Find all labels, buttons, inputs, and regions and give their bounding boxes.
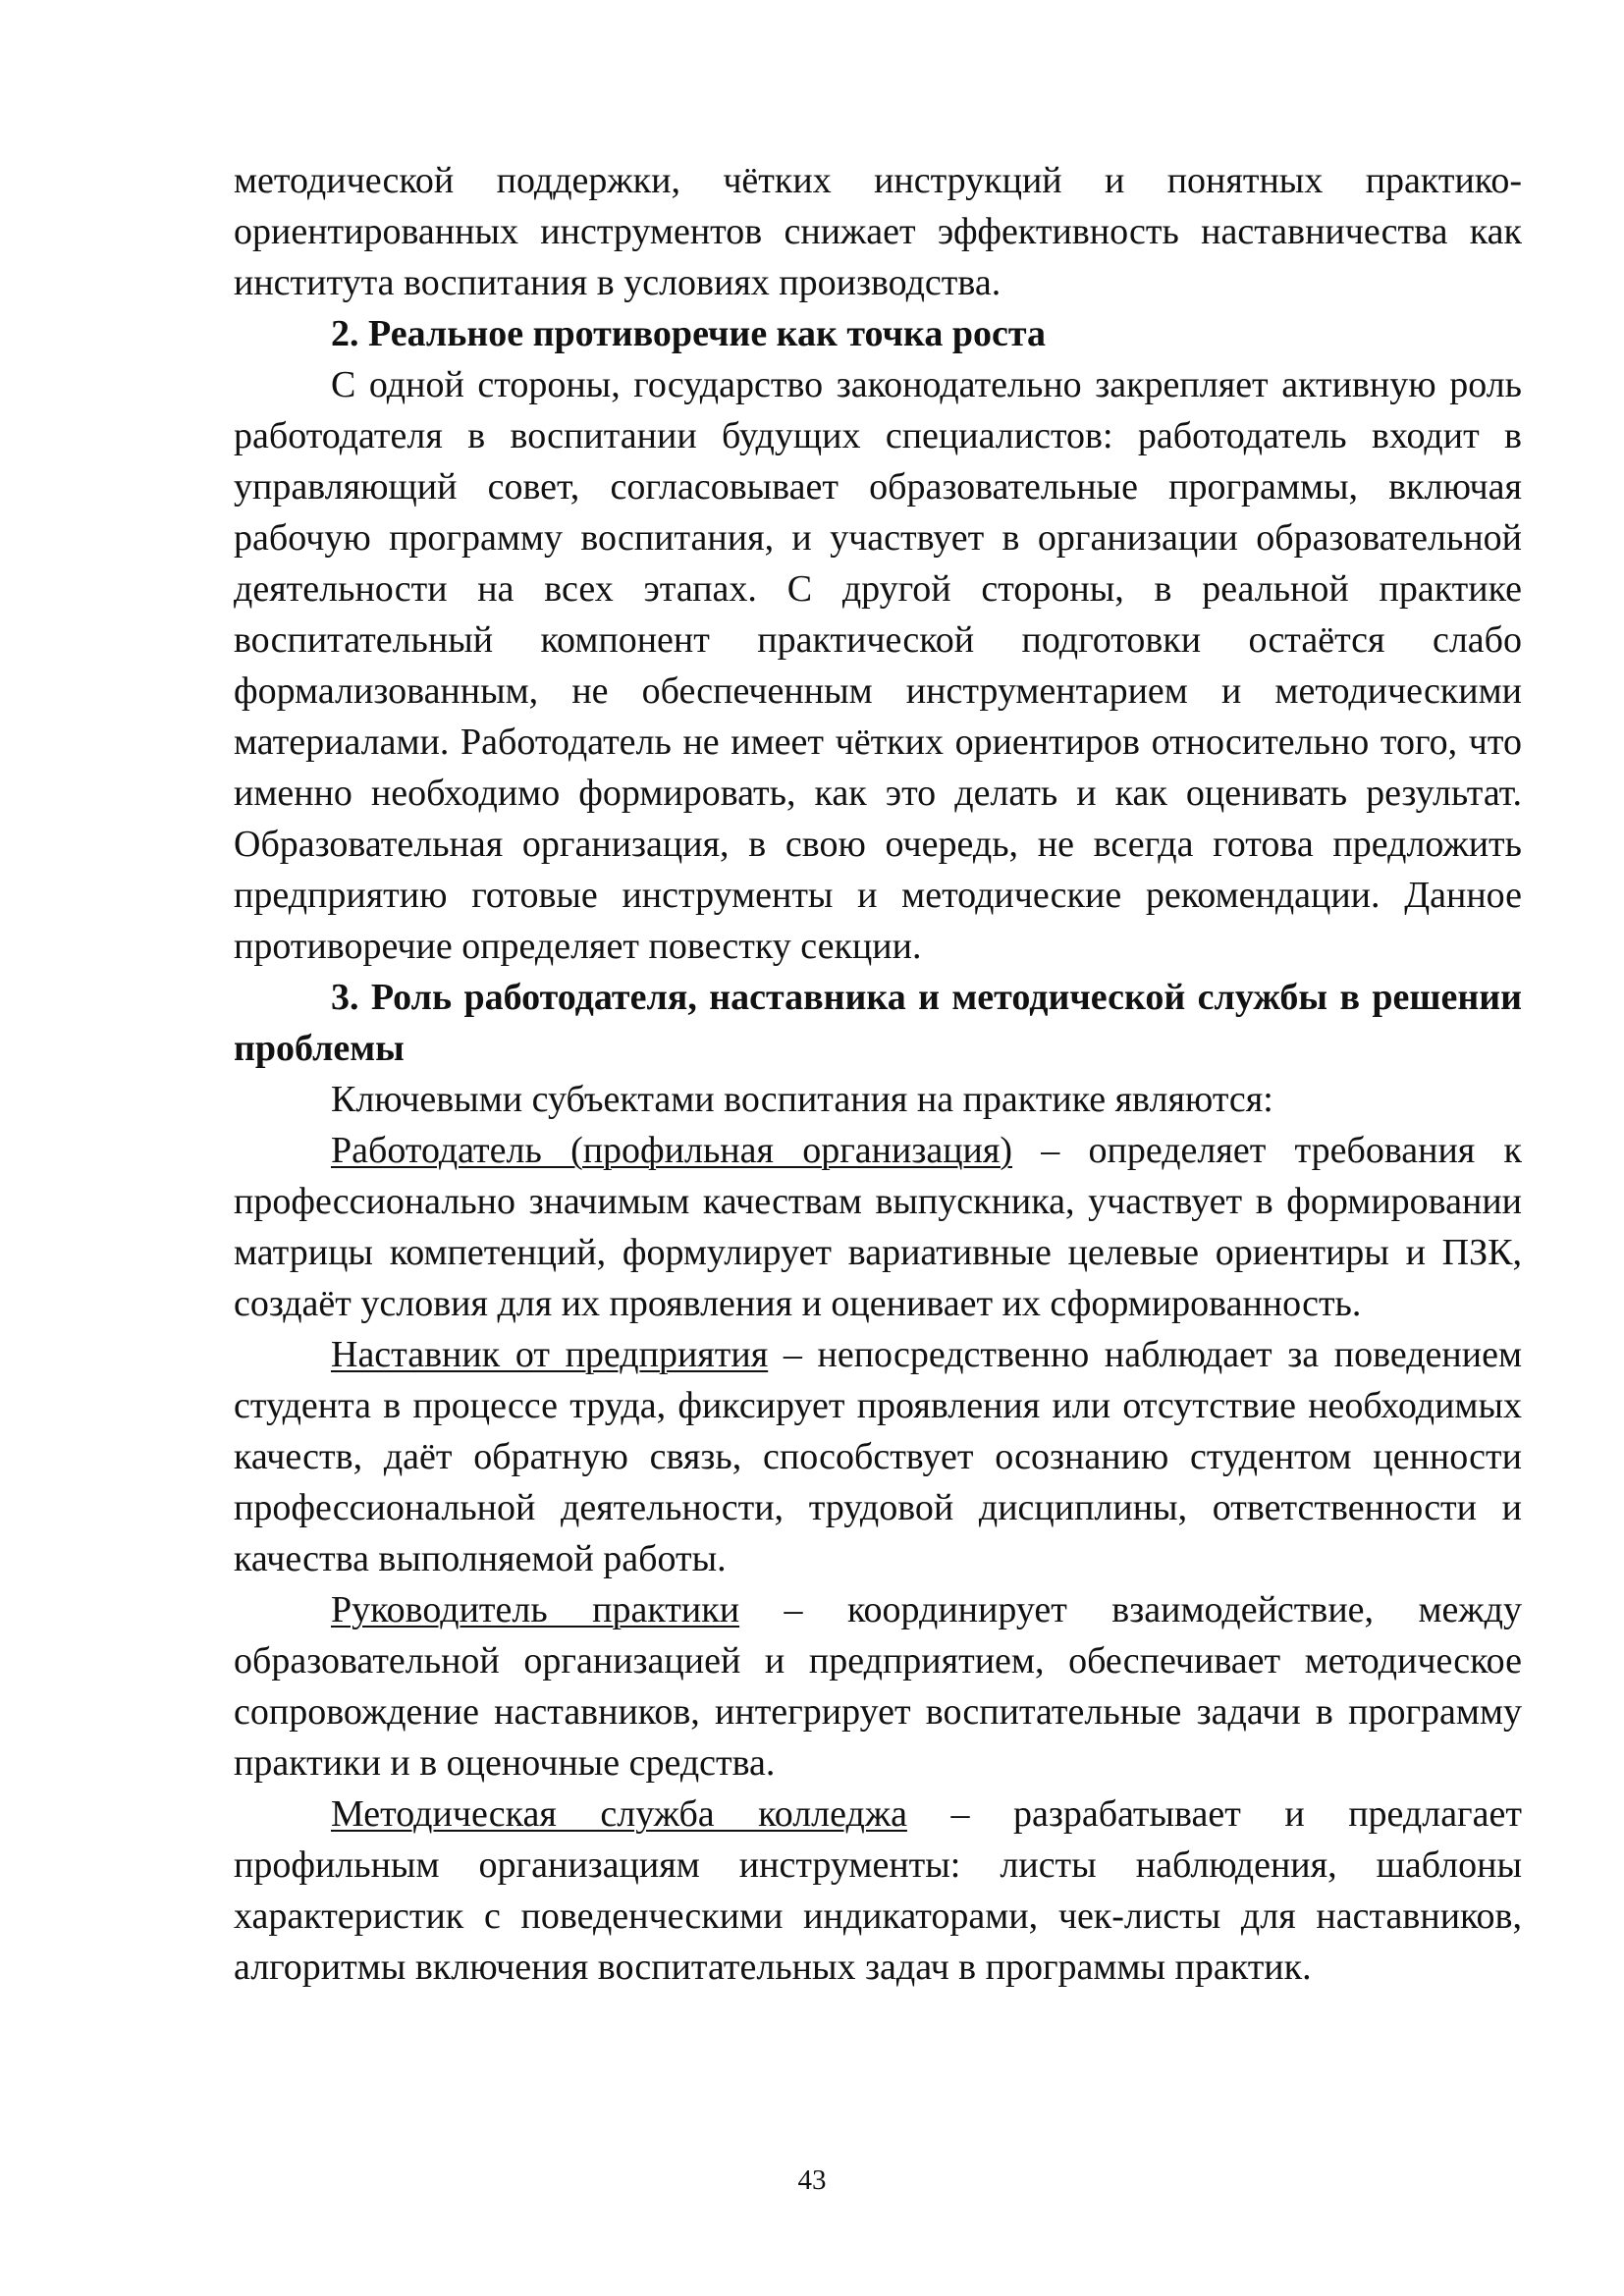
role-text-mentor: – непосредственно наблюдает за поведением студента в процессе труда, фиксирует проявления или отсутствие необходимых качеств, даёт обратную связь, способствует осознанию студентом ценности профессиональной деятельности, трудовой дисциплины, ответственности и качества выполняемой работы. — [234, 1334, 1522, 1579]
role-mentor — [234, 1329, 1522, 1584]
role-text-methodical-service: – разрабатывает и предлагает профильным организациям инструменты: листы наблюдения, шаблоны характеристик с поведенческими индикаторами, чек-листы для наставников, алгоритмы включения воспитательных задач в программы практик. — [234, 1793, 1522, 1988]
role-practice-supervisor — [234, 1584, 1522, 1789]
section-heading-3: 3. Роль работодателя, наставника и методической службы в решении проблемы — [234, 977, 1522, 1069]
role-term-methodical-service: Методическая служба колледжа — [331, 1793, 907, 1835]
paragraph-continuation: методической поддержки, чётких инструкций и понятных практико-ориентированных инструментов снижает эффективность наставничества как института воспитания в условиях производства. — [234, 160, 1522, 303]
paragraph-contradiction: С одной стороны, государство законодательно закрепляет активную роль работодателя в воспитании будущих специалистов: работодатель входит в управляющий совет, согласовывает образовательные программы, включая рабочую программу воспитания, и участвует в организации образовательной деятельности на всех этапах. С другой стороны, в реальной практике воспитательный компонент практической подготовки остаётся слабо формализованным, не обеспеченным инструментарием и методическими материалами. Работодатель не имеет чётких ориентиров относительно того, что именно необходимо формировать, как это делать и как оценивать результат. Образовательная организация, в свою очередь, не всегда готова предложить предприятию готовые инструменты и методические рекомендации. Данное противоречие определяет повестку секции. — [234, 364, 1522, 967]
role-term-employer: Работодатель (профильная организация) — [331, 1130, 1013, 1171]
section-heading-2: 2. Реальное противоречие как точка роста — [331, 313, 1046, 354]
page-number: 43 — [797, 2164, 827, 2196]
role-text-practice-supervisor: – координирует взаимодействие, между образовательной организацией и предприятием, обеспечивает методическое сопровождение наставников, интегрирует воспитательные задачи в программу практики и в оценочные средства. — [234, 1589, 1523, 1784]
page-body — [234, 155, 1522, 1993]
role-text-employer: – определяет требования к профессионально значимым качествам выпускника, участвует в формировании матрицы компетенций, формулирует вариативные целевые ориентиры и ПЗК, создаёт условия для их проявления и оценивает их сформированность. — [234, 1130, 1522, 1324]
role-employer — [234, 1125, 1522, 1329]
paragraph-key-subjects: Ключевыми субъектами воспитания на практике являются: — [331, 1079, 1273, 1120]
role-term-practice-supervisor: Руководитель практики — [331, 1589, 740, 1630]
role-term-mentor: Наставник от предприятия — [331, 1334, 769, 1375]
role-methodical-service — [234, 1789, 1522, 1993]
